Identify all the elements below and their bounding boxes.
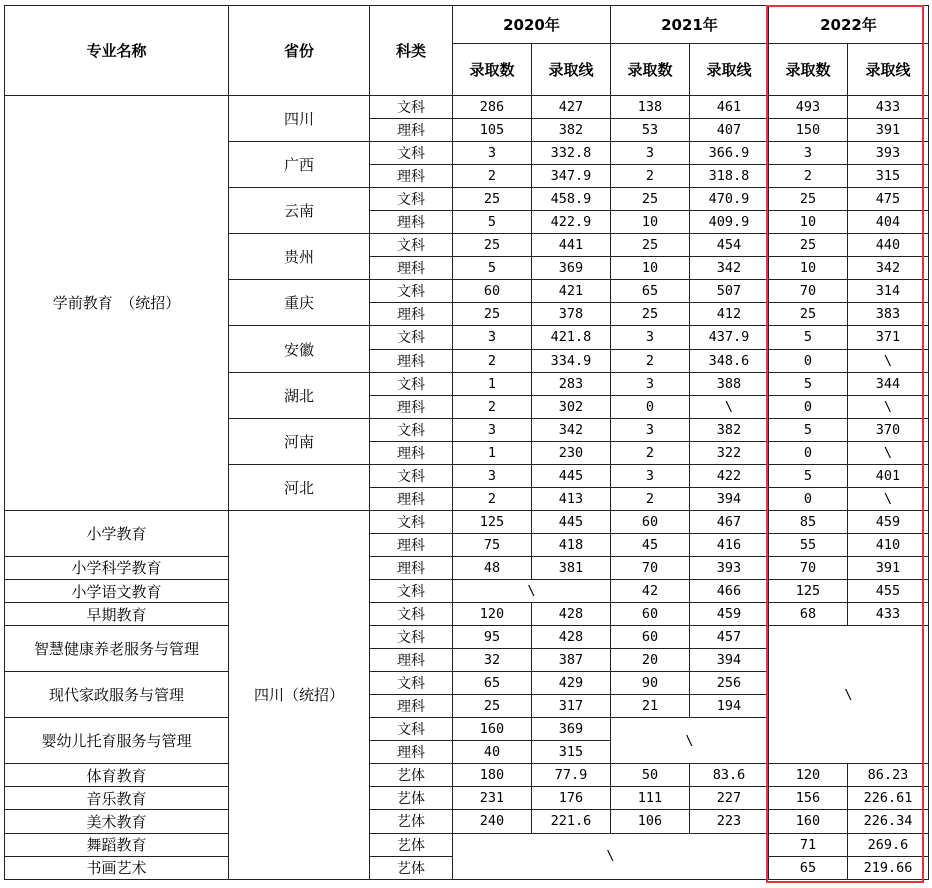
value-cell: 342 — [690, 257, 769, 280]
value-cell: 0 — [769, 395, 848, 418]
type-cell: 文科 — [370, 372, 453, 395]
value-cell: 55 — [769, 533, 848, 556]
major-name: 智慧健康养老服务与管理 — [5, 626, 229, 672]
major-name: 早期教育 — [5, 603, 229, 626]
value-cell: 318.8 — [690, 165, 769, 188]
value-cell: \ — [848, 349, 929, 372]
value-cell: 53 — [611, 119, 690, 142]
value-cell: 256 — [690, 672, 769, 695]
value-cell: 283 — [532, 372, 611, 395]
province-cell: 重庆 — [229, 280, 370, 326]
value-cell: 393 — [848, 142, 929, 165]
type-cell: 文科 — [370, 418, 453, 441]
value-cell: 2 — [453, 395, 532, 418]
value-cell: 3 — [611, 326, 690, 349]
header-line-2020: 录取线 — [532, 44, 611, 96]
type-cell: 理科 — [370, 165, 453, 188]
value-cell: 160 — [453, 718, 532, 741]
value-cell: 440 — [848, 234, 929, 257]
value-cell: 441 — [532, 234, 611, 257]
type-cell: 理科 — [370, 487, 453, 510]
value-cell: 0 — [611, 395, 690, 418]
value-cell: 25 — [611, 234, 690, 257]
value-cell: 2 — [611, 487, 690, 510]
value-cell: 25 — [453, 695, 532, 718]
value-cell: 5 — [769, 418, 848, 441]
value-cell: 383 — [848, 303, 929, 326]
major-name: 体育教育 — [5, 764, 229, 787]
type-cell: 艺体 — [370, 833, 453, 856]
value-cell: 219.66 — [848, 856, 929, 879]
value-cell: 401 — [848, 464, 929, 487]
value-cell: 3 — [453, 142, 532, 165]
value-cell: \ — [848, 441, 929, 464]
type-cell: 文科 — [370, 280, 453, 303]
value-cell: 5 — [769, 326, 848, 349]
value-cell: 394 — [690, 649, 769, 672]
value-cell: 493 — [769, 96, 848, 119]
value-cell: 454 — [690, 234, 769, 257]
value-cell: 2 — [453, 487, 532, 510]
value-cell: 370 — [848, 418, 929, 441]
value-cell: 3 — [611, 464, 690, 487]
value-cell: \ — [690, 395, 769, 418]
value-cell: 315 — [532, 741, 611, 764]
value-cell: 71 — [769, 833, 848, 856]
value-cell: 125 — [453, 510, 532, 533]
value-cell: 428 — [532, 626, 611, 649]
type-cell: 理科 — [370, 303, 453, 326]
value-cell: 223 — [690, 810, 769, 833]
value-cell: 388 — [690, 372, 769, 395]
value-cell: 459 — [690, 603, 769, 626]
value-cell: 10 — [611, 211, 690, 234]
value-cell: 95 — [453, 626, 532, 649]
value-cell: 387 — [532, 649, 611, 672]
value-cell: 2 — [611, 349, 690, 372]
value-cell: 226.34 — [848, 810, 929, 833]
value-cell: 65 — [611, 280, 690, 303]
admission-table — [4, 5, 929, 880]
value-cell: 437.9 — [690, 326, 769, 349]
value-cell: 369 — [532, 257, 611, 280]
type-cell: 文科 — [370, 464, 453, 487]
type-cell: 理科 — [370, 556, 453, 579]
value-cell: 20 — [611, 649, 690, 672]
header-major: 专业名称 — [5, 6, 229, 96]
value-cell: 25 — [769, 188, 848, 211]
type-cell: 理科 — [370, 649, 453, 672]
type-cell: 理科 — [370, 695, 453, 718]
value-cell: 433 — [848, 603, 929, 626]
value-cell: 412 — [690, 303, 769, 326]
value-cell: 466 — [690, 579, 769, 602]
value-cell: 413 — [532, 487, 611, 510]
header-year-2020: 2020年 — [453, 6, 611, 44]
value-cell: 1 — [453, 372, 532, 395]
type-cell: 理科 — [370, 349, 453, 372]
value-cell: 10 — [611, 257, 690, 280]
type-cell: 文科 — [370, 603, 453, 626]
value-cell: 391 — [848, 556, 929, 579]
value-cell: 25 — [453, 188, 532, 211]
value-cell: 5 — [453, 257, 532, 280]
header-type: 科类 — [370, 6, 453, 96]
value-cell: 407 — [690, 119, 769, 142]
type-cell: 文科 — [370, 672, 453, 695]
value-cell: 0 — [769, 487, 848, 510]
value-cell: 40 — [453, 741, 532, 764]
value-cell: 427 — [532, 96, 611, 119]
value-cell: 393 — [690, 556, 769, 579]
value-cell: 461 — [690, 96, 769, 119]
value-cell: 32 — [453, 649, 532, 672]
major-name: 小学语文教育 — [5, 579, 229, 602]
value-cell: 381 — [532, 556, 611, 579]
value-cell: 322 — [690, 441, 769, 464]
value-cell: 422.9 — [532, 211, 611, 234]
value-cell: 457 — [690, 626, 769, 649]
value-cell: 105 — [453, 119, 532, 142]
value-cell: 342 — [532, 418, 611, 441]
value-cell: 3 — [453, 326, 532, 349]
value-cell: 394 — [690, 487, 769, 510]
province-cell: 贵州 — [229, 234, 370, 280]
value-cell: 60 — [611, 603, 690, 626]
value-cell: 334.9 — [532, 349, 611, 372]
value-cell: 429 — [532, 672, 611, 695]
type-cell: 艺体 — [370, 856, 453, 879]
type-cell: 艺体 — [370, 787, 453, 810]
value-cell: 445 — [532, 510, 611, 533]
value-cell: 0 — [769, 349, 848, 372]
value-cell: 409.9 — [690, 211, 769, 234]
value-cell: 230 — [532, 441, 611, 464]
value-cell: 369 — [532, 718, 611, 741]
header-line-2021: 录取线 — [690, 44, 769, 96]
value-cell: 86.23 — [848, 764, 929, 787]
empty-slash-cell: \ — [453, 579, 611, 602]
value-cell: 90 — [611, 672, 690, 695]
type-cell: 理科 — [370, 741, 453, 764]
value-cell: 315 — [848, 165, 929, 188]
value-cell: 366.9 — [690, 142, 769, 165]
value-cell: 2 — [453, 165, 532, 188]
value-cell: 25 — [611, 188, 690, 211]
value-cell: 2 — [611, 165, 690, 188]
value-cell: 3 — [453, 464, 532, 487]
value-cell: 348.6 — [690, 349, 769, 372]
empty-slash-cell: \ — [453, 833, 769, 879]
value-cell: 428 — [532, 603, 611, 626]
value-cell: 286 — [453, 96, 532, 119]
type-cell: 理科 — [370, 533, 453, 556]
type-cell: 理科 — [370, 395, 453, 418]
header-year-2022: 2022年 — [769, 6, 929, 44]
province-cell: 河南 — [229, 418, 370, 464]
value-cell: 85 — [769, 510, 848, 533]
value-cell: 60 — [453, 280, 532, 303]
value-cell: 65 — [453, 672, 532, 695]
value-cell: 2 — [611, 441, 690, 464]
value-cell: \ — [848, 395, 929, 418]
value-cell: 42 — [611, 579, 690, 602]
value-cell: 176 — [532, 787, 611, 810]
province-cell: 四川 — [229, 96, 370, 142]
major-name: 美术教育 — [5, 810, 229, 833]
value-cell: 467 — [690, 510, 769, 533]
value-cell: 418 — [532, 533, 611, 556]
value-cell: 317 — [532, 695, 611, 718]
value-cell: 65 — [769, 856, 848, 879]
value-cell: 150 — [769, 119, 848, 142]
type-cell: 理科 — [370, 119, 453, 142]
value-cell: 475 — [848, 188, 929, 211]
value-cell: 421.8 — [532, 326, 611, 349]
value-cell: 371 — [848, 326, 929, 349]
value-cell: 21 — [611, 695, 690, 718]
value-cell: 382 — [532, 119, 611, 142]
value-cell: 111 — [611, 787, 690, 810]
value-cell: 25 — [453, 234, 532, 257]
value-cell: 347.9 — [532, 165, 611, 188]
type-cell: 文科 — [370, 96, 453, 119]
value-cell: 470.9 — [690, 188, 769, 211]
header-count-2021: 录取数 — [611, 44, 690, 96]
type-cell: 文科 — [370, 142, 453, 165]
header-count-2022: 录取数 — [769, 44, 848, 96]
major-name: 小学科学教育 — [5, 556, 229, 579]
value-cell: 445 — [532, 464, 611, 487]
value-cell: 25 — [769, 303, 848, 326]
value-cell: 25 — [611, 303, 690, 326]
province-cell: 广西 — [229, 142, 370, 188]
major-name: 小学教育 — [5, 510, 229, 556]
value-cell: 458.9 — [532, 188, 611, 211]
header-year-2021: 2021年 — [611, 6, 769, 44]
value-cell: 120 — [769, 764, 848, 787]
province-sichuan-unified: 四川（统招） — [229, 510, 370, 879]
value-cell: 404 — [848, 211, 929, 234]
value-cell: 455 — [848, 579, 929, 602]
value-cell: 410 — [848, 533, 929, 556]
value-cell: 70 — [769, 556, 848, 579]
type-cell: 文科 — [370, 579, 453, 602]
empty-slash-cell: \ — [769, 626, 929, 764]
value-cell: 75 — [453, 533, 532, 556]
value-cell: 50 — [611, 764, 690, 787]
type-cell: 文科 — [370, 234, 453, 257]
major-preschool: 学前教育 （统招） — [5, 96, 229, 511]
value-cell: 227 — [690, 787, 769, 810]
value-cell: 120 — [453, 603, 532, 626]
value-cell: 45 — [611, 533, 690, 556]
value-cell: 156 — [769, 787, 848, 810]
header-line-2022: 录取线 — [848, 44, 929, 96]
value-cell: 10 — [769, 257, 848, 280]
value-cell: 194 — [690, 695, 769, 718]
type-cell: 文科 — [370, 510, 453, 533]
value-cell: 106 — [611, 810, 690, 833]
empty-slash-cell: \ — [611, 718, 769, 764]
value-cell: 226.61 — [848, 787, 929, 810]
value-cell: 1 — [453, 441, 532, 464]
type-cell: 艺体 — [370, 810, 453, 833]
value-cell: 138 — [611, 96, 690, 119]
major-name: 音乐教育 — [5, 787, 229, 810]
value-cell: 314 — [848, 280, 929, 303]
value-cell: 10 — [769, 211, 848, 234]
value-cell: 60 — [611, 626, 690, 649]
value-cell: 48 — [453, 556, 532, 579]
value-cell: 507 — [690, 280, 769, 303]
major-name: 婴幼儿托育服务与管理 — [5, 718, 229, 764]
value-cell: 160 — [769, 810, 848, 833]
type-cell: 文科 — [370, 626, 453, 649]
major-name: 现代家政服务与管理 — [5, 672, 229, 718]
type-cell: 理科 — [370, 441, 453, 464]
value-cell: 5 — [453, 211, 532, 234]
value-cell: 2 — [769, 165, 848, 188]
value-cell: 421 — [532, 280, 611, 303]
value-cell: 269.6 — [848, 833, 929, 856]
type-cell: 理科 — [370, 257, 453, 280]
value-cell: 231 — [453, 787, 532, 810]
value-cell: 25 — [453, 303, 532, 326]
value-cell: 25 — [769, 234, 848, 257]
value-cell: 391 — [848, 119, 929, 142]
value-cell: 378 — [532, 303, 611, 326]
value-cell: 180 — [453, 764, 532, 787]
value-cell: 0 — [769, 441, 848, 464]
value-cell: 3 — [611, 372, 690, 395]
value-cell: 221.6 — [532, 810, 611, 833]
type-cell: 艺体 — [370, 764, 453, 787]
major-name: 书画艺术 — [5, 856, 229, 879]
value-cell: 83.6 — [690, 764, 769, 787]
value-cell: 416 — [690, 533, 769, 556]
value-cell: 3 — [611, 418, 690, 441]
value-cell: 5 — [769, 464, 848, 487]
value-cell: 60 — [611, 510, 690, 533]
value-cell: 3 — [611, 142, 690, 165]
value-cell: 382 — [690, 418, 769, 441]
value-cell: 344 — [848, 372, 929, 395]
value-cell: 77.9 — [532, 764, 611, 787]
value-cell: 302 — [532, 395, 611, 418]
type-cell: 文科 — [370, 326, 453, 349]
type-cell: 文科 — [370, 188, 453, 211]
province-cell: 云南 — [229, 188, 370, 234]
value-cell: 2 — [453, 349, 532, 372]
header-province: 省份 — [229, 6, 370, 96]
value-cell: 240 — [453, 810, 532, 833]
value-cell: 3 — [453, 418, 532, 441]
value-cell: 433 — [848, 96, 929, 119]
header-count-2020: 录取数 — [453, 44, 532, 96]
value-cell: 459 — [848, 510, 929, 533]
type-cell: 文科 — [370, 718, 453, 741]
value-cell: 125 — [769, 579, 848, 602]
value-cell: 68 — [769, 603, 848, 626]
value-cell: 5 — [769, 372, 848, 395]
major-name: 舞蹈教育 — [5, 833, 229, 856]
value-cell: \ — [848, 487, 929, 510]
province-cell: 安徽 — [229, 326, 370, 372]
value-cell: 70 — [769, 280, 848, 303]
value-cell: 332.8 — [532, 142, 611, 165]
value-cell: 422 — [690, 464, 769, 487]
type-cell: 理科 — [370, 211, 453, 234]
province-cell: 湖北 — [229, 372, 370, 418]
province-cell: 河北 — [229, 464, 370, 510]
value-cell: 70 — [611, 556, 690, 579]
value-cell: 3 — [769, 142, 848, 165]
value-cell: 342 — [848, 257, 929, 280]
